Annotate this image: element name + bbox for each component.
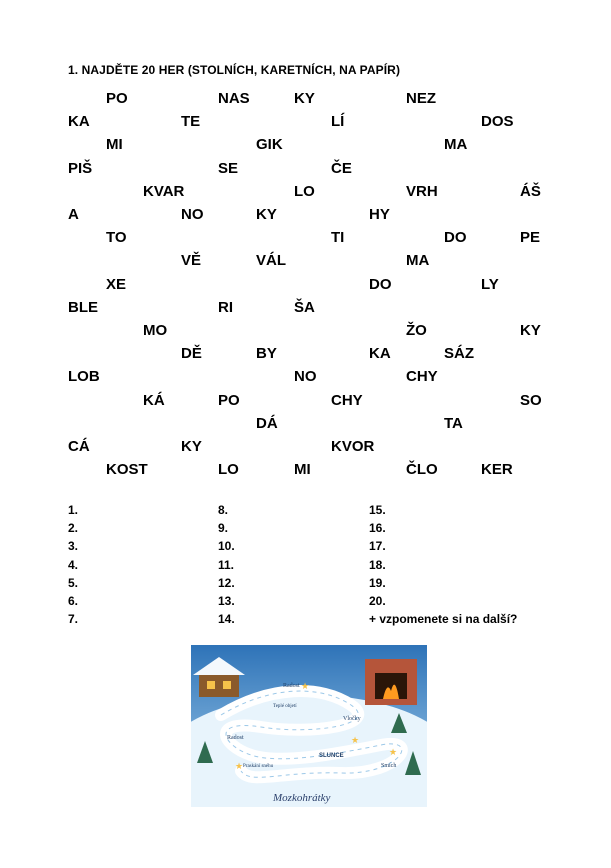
- syllable: KY: [256, 206, 277, 223]
- game-label: Radost: [227, 735, 244, 741]
- answer-line-label: 17.: [369, 539, 386, 554]
- syllable: KVAR: [143, 182, 185, 200]
- syllable: KVOR: [331, 438, 375, 455]
- svg-text:★: ★: [389, 747, 398, 757]
- syllable: BY: [256, 345, 277, 363]
- answer-line-label: 19.: [369, 575, 386, 590]
- answer-line-label: 10.: [218, 539, 235, 554]
- syllable: TA: [444, 414, 463, 432]
- game-label: Radost: [283, 683, 300, 689]
- game-label: Praskání snéhu: [243, 764, 274, 769]
- syllable: ÁŠ: [520, 182, 541, 200]
- answer-line-label: 18.: [369, 557, 386, 572]
- answer-line-label: + vzpomenete si na další?: [369, 612, 518, 627]
- svg-text:★: ★: [235, 761, 244, 771]
- answer-line-label: 16.: [369, 521, 386, 536]
- syllable: PIŠ: [68, 159, 93, 177]
- syllable: MA: [444, 136, 468, 154]
- answer-line-label: 8.: [218, 503, 229, 517]
- answer-line-label: 7.: [68, 612, 79, 627]
- answer-line-label: 5.: [68, 575, 79, 590]
- svg-text:★: ★: [351, 735, 360, 745]
- answer-line-label: 20.: [369, 594, 386, 608]
- answer-line-label: 11.: [218, 557, 235, 572]
- syllable: XE: [106, 275, 127, 293]
- answer-line-label: 15.: [369, 503, 386, 517]
- fireplace-icon: [365, 659, 417, 705]
- syllable: KA: [68, 113, 90, 131]
- syllable: KER: [481, 461, 513, 479]
- answer-line-label: 3.: [68, 539, 79, 554]
- answer-line-label: 1.: [68, 503, 79, 517]
- syllable: KOST: [106, 461, 148, 479]
- syllable: CHY: [331, 391, 363, 409]
- syllable: VĚ: [181, 252, 202, 270]
- syllable: KA: [369, 345, 391, 363]
- syllable: RI: [218, 298, 233, 316]
- syllable: DO: [444, 229, 467, 247]
- winter-board-game-image: [191, 645, 427, 807]
- syllable: MI: [294, 461, 311, 479]
- syllable: DOS: [481, 113, 514, 131]
- syllable: ŽO: [406, 322, 427, 339]
- answer-line-label: 2.: [68, 521, 79, 536]
- game-label: Smích: [381, 763, 397, 769]
- syllable: SE: [218, 159, 239, 177]
- syllable: DÁ: [256, 414, 278, 432]
- syllable: BLE: [68, 298, 98, 316]
- syllable: KY: [181, 438, 202, 455]
- syllable: NO: [181, 206, 204, 223]
- answer-line-label: 12.: [218, 575, 235, 590]
- syllable: LY: [481, 275, 499, 293]
- syllable: LO: [294, 182, 315, 200]
- game-label: Vločky: [343, 716, 361, 722]
- syllable: MA: [406, 252, 430, 270]
- syllable: PO: [106, 90, 128, 107]
- syllable: LOB: [68, 368, 100, 386]
- answer-line-label: 6.: [68, 594, 79, 608]
- answer-line-label: 9.: [218, 521, 229, 536]
- task-title: 1. NAJDĚTE 20 HER (STOLNÍCH, KARETNÍCH, NA PAPÍR): [68, 63, 401, 77]
- syllable: DO: [369, 275, 392, 293]
- syllable: NO: [294, 368, 317, 386]
- answer-line-label: 14.: [218, 612, 235, 627]
- syllable: SO: [520, 391, 542, 409]
- syllable: SÁZ: [444, 345, 474, 363]
- syllable: CÁ: [68, 438, 90, 455]
- syllable: CHY: [406, 368, 438, 386]
- syllable: VÁL: [256, 252, 286, 270]
- syllable: PO: [218, 391, 240, 409]
- answer-line-label: 4.: [68, 557, 79, 572]
- syllable: KY: [294, 90, 315, 107]
- syllable: PE: [520, 229, 541, 247]
- syllable: MI: [106, 136, 123, 154]
- svg-text:★: ★: [301, 681, 310, 691]
- syllable: KY: [520, 322, 541, 339]
- syllable: ČLO: [406, 461, 438, 479]
- syllable: MO: [143, 322, 168, 339]
- syllable: HY: [369, 206, 390, 223]
- syllable: ČE: [331, 159, 352, 177]
- game-label: Teplé objetí: [273, 704, 297, 709]
- game-label: SLUNCE: [319, 753, 344, 759]
- syllable: KÁ: [143, 391, 165, 409]
- syllable: LO: [218, 461, 239, 479]
- brand-logo: Mozkohrátky: [273, 792, 331, 804]
- syllable: TE: [181, 113, 201, 131]
- syllable: TO: [106, 229, 127, 247]
- syllable: NEZ: [406, 90, 436, 107]
- syllable: GIK: [256, 136, 283, 154]
- answer-line-label: 13.: [218, 594, 235, 608]
- syllable: ŠA: [294, 298, 315, 316]
- syllable: A: [68, 206, 79, 223]
- syllable: LÍ: [331, 113, 345, 131]
- syllable: DĚ: [181, 345, 202, 363]
- syllable: VRH: [406, 182, 438, 200]
- syllable: TI: [331, 229, 345, 247]
- syllable: NAS: [218, 90, 250, 107]
